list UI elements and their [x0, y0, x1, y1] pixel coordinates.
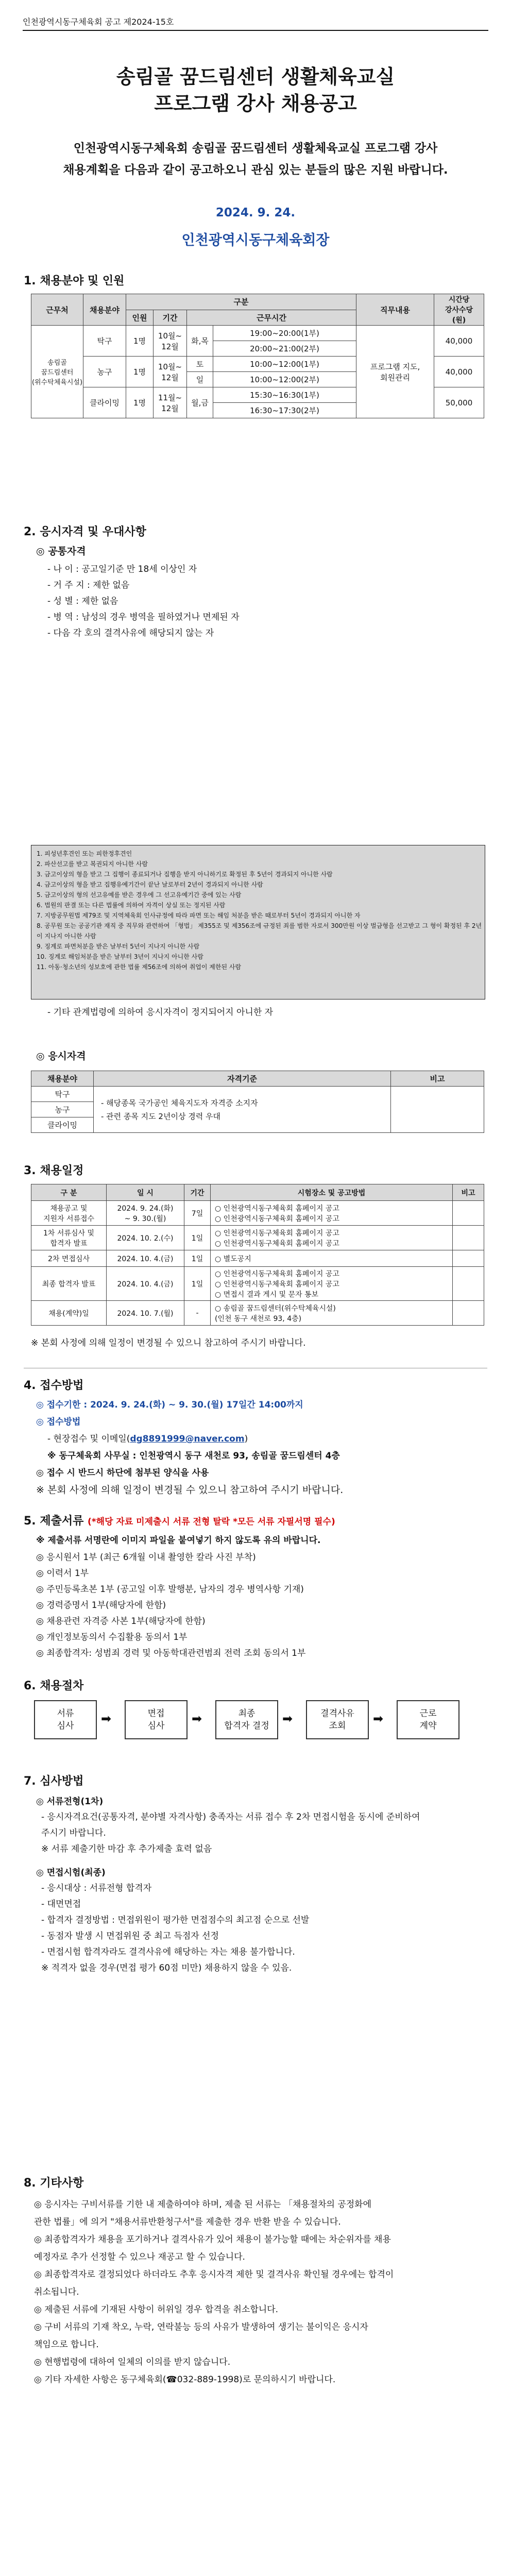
when-cell: 2024. 10. 4.(금) — [107, 1267, 184, 1301]
list-item: 책임으로 합니다. — [34, 2340, 99, 2350]
place-line: ○ 인천광역시동구체육회 홈페이지 공고 — [215, 1239, 339, 1248]
kind-cell: 채용(계약)일 — [31, 1301, 107, 1326]
place-line: ○ 면접시 결과 게시 및 문자 통보 — [215, 1290, 319, 1299]
list-item: ◎ 주민등록초본 1부 (공고일 이후 발행분, 남자의 경우 병역사항 기재) — [36, 1584, 304, 1595]
step-document-review: 서류 심사 — [34, 1700, 97, 1739]
other-disqualification-note: - 기타 관계법령에 의하여 응시자격이 정지되어지 아니한 자 — [47, 1007, 274, 1018]
pay-cell: 50,000 — [434, 387, 484, 418]
list-item: 4. 금고이상의 형을 받고 집행유예기간이 끝난 날로부터 2년이 경과되지 아니한 사람 — [37, 881, 263, 888]
section5-title — [24, 1512, 335, 1528]
document-screening-list — [41, 1809, 420, 1857]
col-period: 기간 — [154, 310, 187, 326]
kind-cell: 최종 합격자 발표 — [31, 1267, 107, 1301]
days-cell: 1일 — [184, 1267, 211, 1301]
list-item: ◎ 최종합격자: 성범죄 경력 및 아동학대관련범죄 전력 조회 동의서 1부 — [36, 1648, 306, 1658]
list-item: ◎ 현행법령에 대하여 일체의 이의를 받지 않습니다. — [34, 2357, 231, 2367]
section5-title-text: 5. 제출서류 — [24, 1515, 88, 1528]
list-item: - 응시자격요건(공통자격, 분야별 자격사항) 충족자는 서류 접수 후 2차 면접시험을 동시에 준비하여 — [41, 1812, 420, 1822]
criteria-item: - 해당종목 국가공인 체육지도자 자격증 소지자 — [101, 1098, 258, 1108]
list-item: 관한 법률」에 의거 "채용서류반환청구서"를 제출한 경우 반환 받을 수 있습니다. — [34, 2217, 341, 2227]
list-item: 7. 지방공무원법 제79조 및 지역체육회 인사규정에 따라 파면 또는 해임 처분을 받은 때로부터 5년이 경과되지 아니한 자 — [37, 912, 361, 919]
list-item: - 대면면접 — [41, 1899, 81, 1909]
period-cell: 10월~ 12월 — [154, 326, 187, 357]
intro-line1: 인천광역시동구체육회 송림골 꿈드림센터 생활체육교실 프로그램 강사 — [73, 142, 438, 155]
page-title-line1: 송림골 꿈드림센터 생활체육교실 — [116, 65, 395, 88]
list-item: 10. 징계로 해임처분을 받은 날부터 3년이 지나지 아니한 사람 — [37, 953, 203, 960]
list-item: ◎ 채용관련 자격증 사본 1부(해당자에 한함) — [36, 1616, 206, 1626]
kind-cell: 2차 면접심사 — [31, 1250, 107, 1267]
col-field: 채용분야 — [31, 1071, 94, 1087]
list-item: ◎ 응시자는 구비서류를 기한 내 제출하여야 하며, 제출 된 서류는 「채용절차의 공정화에 — [34, 2199, 372, 2210]
list-item: 주시기 바랍니다. — [41, 1828, 106, 1838]
organization-name: 인천광역시동구체육회장 — [181, 232, 330, 248]
list-item: ※ 적격자 없을 경우(면접 평가 60점 미만) 채용하지 않을 수 있음. — [41, 1963, 292, 1973]
list-item: 3. 금고이상의 형을 받고 그 집행이 종료되거나 집행을 받지 아니하기로 확정된 후 5년이 경과되지 아니한 사람 — [37, 871, 333, 878]
list-item: - 나 이 : 공고일기준 만 18세 이상인 자 — [47, 564, 197, 574]
time-cell: 10:00~12:00(2부) — [213, 372, 356, 387]
step-background-check: 결격사유 조회 — [306, 1700, 369, 1739]
col-remark: 비고 — [391, 1071, 484, 1087]
other-notes-list — [34, 2196, 394, 2388]
office-address: ※ 동구체육회 사무실 : 인천광역시 동구 새천로 93, 송림골 꿈드림센터 4층 — [47, 1451, 340, 1461]
change-note: ※ 본회 사정에 의해 일정이 변경될 수 있으니 참고하여 주시기 바랍니다. — [36, 1484, 344, 1496]
place-line: ○ 인천광역시동구체육회 홈페이지 공고 — [215, 1269, 339, 1278]
field-cell: 농구 — [83, 357, 126, 387]
method-prefix: - 현장접수 및 이메일( — [47, 1434, 130, 1444]
list-item: - 병 역 : 남성의 경우 병역을 필하였거나 면제된 자 — [47, 612, 240, 622]
document-screening-title: ◎ 서류전형(1차) — [36, 1797, 104, 1807]
criteria-item: - 관련 종목 지도 2년이상 경력 우대 — [101, 1111, 220, 1121]
col-days: 기간 — [184, 1184, 211, 1201]
list-item: - 거 주 지 : 제한 없음 — [47, 580, 130, 590]
days-cell: - — [184, 1301, 211, 1326]
days-cell: 화,목 — [187, 326, 213, 357]
time-cell: 20:00~21:00(2부) — [213, 341, 356, 357]
arrow-icon: ➡ — [192, 1711, 202, 1726]
intro-line2: 채용계획을 다음과 같이 공고하오니 관심 있는 분들의 많은 지원 바랍니다. — [63, 163, 448, 177]
list-item: - 합격자 결정방법 : 면접위원이 평가한 면접점수의 최고점 순으로 선발 — [41, 1915, 310, 1925]
application-method-title: ◎ 접수방법 — [36, 1417, 81, 1427]
col-when: 일 시 — [107, 1184, 184, 1201]
section2-title: 2. 응시자격 및 우대사항 — [24, 526, 146, 538]
days-cell: 토 — [187, 357, 213, 372]
list-item: ◎ 최종합격자가 채용을 포기하거나 결격사유가 있어 채용이 불가능할 때에는 차순위자를 채용 — [34, 2234, 391, 2245]
col-workplace: 근무처 — [31, 294, 83, 326]
pay-cell: 40,000 — [434, 326, 484, 357]
list-item: 취소됩니다. — [34, 2287, 79, 2297]
col-criteria: 자격기준 — [94, 1071, 391, 1087]
list-item: 2. 파산선고를 받고 복권되지 아니한 사람 — [37, 860, 148, 868]
list-item: - 성 별 : 제한 없음 — [47, 596, 118, 606]
list-item: ◎ 이력서 1부 — [36, 1568, 89, 1579]
field-cell: 탁구 — [31, 1087, 94, 1102]
headcount-cell: 1명 — [126, 357, 154, 387]
period-cell: 11월~ 12월 — [154, 387, 187, 418]
signature-warning: ※ 제출서류 서명란에 이미지 파일을 붙여넣기 하지 않도록 유의 바랍니다. — [36, 1535, 321, 1546]
col-duty: 직무내용 — [356, 294, 434, 326]
when-cell: 2024. 10. 2.(수) — [107, 1226, 184, 1250]
col-field: 채용분야 — [83, 294, 126, 326]
field-cell: 클라이밍 — [31, 1117, 94, 1133]
email-link[interactable]: dg8891999@naver.com — [130, 1434, 245, 1444]
place-line: ○ 별도공지 — [215, 1255, 251, 1263]
period-cell: 10월~ 12월 — [154, 357, 187, 387]
list-item: ◎ 구비 서류의 기재 착오, 누락, 연락불능 등의 사유가 발생하여 생기는 불이익은 응시자 — [34, 2322, 368, 2332]
list-item: ※ 서류 제출기한 마감 후 추가제출 효력 없음 — [41, 1844, 212, 1854]
place-line: ○ 인천광역시동구체육회 홈페이지 공고 — [215, 1280, 339, 1289]
col-worktime: 근무시간 — [187, 310, 356, 326]
list-item: 예정자로 추가 선정할 수 있으나 재공고 할 수 있습니다. — [34, 2252, 245, 2262]
section5-title-warning: (*해당 자료 미제출시 서류 전형 탈락 *모든 서류 자필서명 필수) — [88, 1517, 335, 1527]
page-title-line2: 프로그램 강사 채용공고 — [154, 92, 357, 115]
col-headcount: 인원 — [126, 310, 154, 326]
when-cell: 2024. 9. 24.(화) ~ 9. 30.(월) — [107, 1201, 184, 1226]
when-cell: 2024. 10. 7.(월) — [107, 1301, 184, 1326]
section4-title: 4. 접수방법 — [24, 1379, 84, 1392]
list-item: 5. 금고이상의 형의 선고유예를 받은 경우에 그 선고유예기간 중에 있는 사람 — [37, 891, 242, 899]
list-item: - 응시대상 : 서류전형 합격자 — [41, 1883, 152, 1893]
list-item: ◎ 제출된 서류에 기재된 사항이 허위일 경우 합격을 취소합니다. — [34, 2304, 279, 2315]
document-list — [36, 1550, 305, 1662]
kind-cell: 채용공고 및 지원자 서류접수 — [31, 1201, 107, 1226]
common-qualification-title: ◎ 공통자격 — [36, 546, 86, 557]
list-item: ◎ 응시원서 1부 (최근 6개월 이내 촬영한 칼라 사진 부착) — [36, 1552, 256, 1563]
place-line: (인천 동구 새천로 93, 4층) — [215, 1314, 302, 1323]
list-item: 1. 피성년후견인 또는 피한정후견인 — [37, 850, 132, 857]
section6-title: 6. 채용절차 — [24, 1680, 84, 1692]
days-cell: 7일 — [184, 1201, 211, 1226]
step-contract: 근로 계약 — [397, 1700, 459, 1739]
list-item: 8. 공무원 또는 공공기관 재직 중 직무와 관련하여 「형법」 제355조 및 제356조에 규정된 죄를 범한 자로서 300만원 이상 벌금형을 선고받고 그 형이 확정된 후 2년이 지나지 아니한 사람 — [37, 922, 482, 940]
list-item: ◎ 기타 자세한 사항은 동구체육회(☎032-889-1998)로 문의하시기 바랍니다. — [34, 2375, 336, 2385]
time-cell: 16:30~17:30(2부) — [213, 403, 356, 418]
list-item: ◎ 개인정보동의서 수집활용 동의서 1부 — [36, 1632, 188, 1642]
list-item: - 다음 각 호의 결격사유에 해당되지 않는 자 — [47, 628, 214, 638]
headcount-cell: 1명 — [126, 326, 154, 357]
list-item: - 면접시험 합격자라도 결격사유에 해당하는 자는 채용 불가합니다. — [41, 1947, 295, 1957]
col-group: 구분 — [126, 294, 356, 310]
requirements-title: ◎ 응시자격 — [36, 1050, 86, 1062]
step-final-decision: 최종 합격자 결정 — [215, 1700, 278, 1739]
notice-number: 인천광역시동구체육회 공고 제2024-15호 — [23, 17, 174, 27]
section8-title: 8. 기타사항 — [24, 2177, 84, 2190]
col-place: 시험장소 및 공고방법 — [211, 1184, 453, 1201]
days-cell: 1일 — [184, 1226, 211, 1250]
field-cell: 농구 — [31, 1102, 94, 1117]
headcount-cell: 1명 — [126, 387, 154, 418]
arrow-icon: ➡ — [373, 1711, 384, 1726]
application-period: ◎ 접수기한 : 2024. 9. 24.(화) ~ 9. 30.(월) 17일간 14:00까지 — [36, 1400, 303, 1410]
place-line: ○ 인천광역시동구체육회 홈페이지 공고 — [215, 1204, 339, 1213]
pay-cell: 40,000 — [434, 357, 484, 387]
col-pay: 시간당 강사수당 (원) — [434, 294, 484, 326]
notice-date: 2024. 9. 24. — [215, 206, 296, 219]
list-item: 11. 아동·청소년의 성보호에 관한 법률 제56조에 의하여 취업이 제한된 사람 — [37, 963, 242, 971]
section3-title: 3. 채용일정 — [24, 1164, 84, 1177]
arrow-icon: ➡ — [101, 1711, 112, 1726]
time-cell: 19:00~20:00(1부) — [213, 326, 356, 341]
time-cell: 15:30~16:30(1부) — [213, 387, 356, 403]
col-remark: 비고 — [453, 1184, 484, 1201]
list-item: - 동점자 발생 시 면접위원 중 최고 득점자 선정 — [41, 1931, 219, 1941]
days-cell: 월,금 — [187, 387, 213, 418]
time-cell: 10:00~12:00(1부) — [213, 357, 356, 372]
place-line: ○ 인천광역시동구체육회 홈페이지 공고 — [215, 1229, 339, 1238]
list-item: 6. 법원의 판결 또는 다른 법률에 의하여 자격이 상실 또는 정지된 사람 — [37, 902, 226, 909]
when-cell: 2024. 10. 4.(금) — [107, 1250, 184, 1267]
kind-cell: 1차 서류심사 및 합격자 발표 — [31, 1226, 107, 1250]
schedule-note: ※ 본회 사정에 의해 일정이 변경될 수 있으니 참고하여 주시기 바랍니다. — [31, 1338, 306, 1348]
section1-title: 1. 채용분야 및 인원 — [24, 275, 125, 287]
list-item: 9. 징계로 파면처분을 받은 날부터 5년이 지나지 아니한 사람 — [37, 943, 200, 950]
duty-cell: 프로그램 지도, 회원관리 — [356, 326, 434, 418]
method-suffix: ) — [244, 1434, 248, 1444]
field-cell: 클라이밍 — [83, 387, 126, 418]
field-cell: 탁구 — [83, 326, 126, 357]
interview-list — [41, 1880, 309, 1976]
days-cell: 일 — [187, 372, 213, 387]
workplace-cell: 송림골 꿈드림센터 (위수탁체육시설) — [31, 326, 83, 418]
step-interview: 면접 심사 — [125, 1700, 188, 1739]
form-note: ◎ 접수 시 반드시 하단에 첨부된 양식을 사용 — [36, 1468, 209, 1478]
days-cell: 1일 — [184, 1250, 211, 1267]
place-line: ○ 인천광역시동구체육회 홈페이지 공고 — [215, 1214, 339, 1223]
list-item: ◎ 경력증명서 1부(해당자에 한함) — [36, 1600, 166, 1611]
col-kind: 구 분 — [31, 1184, 107, 1201]
interview-title: ◎ 면접시험(최종) — [36, 1868, 106, 1878]
list-item: ◎ 최종합격자로 결정되었다 하더라도 추후 응시자격 제한 및 결격사유 확인될 경우에는 합격이 — [34, 2269, 394, 2280]
section7-title: 7. 심사방법 — [24, 1775, 84, 1788]
arrow-icon: ➡ — [282, 1711, 293, 1726]
place-line: ○ 송림골 꿈드림센터(위수탁체육시설) — [215, 1304, 336, 1313]
